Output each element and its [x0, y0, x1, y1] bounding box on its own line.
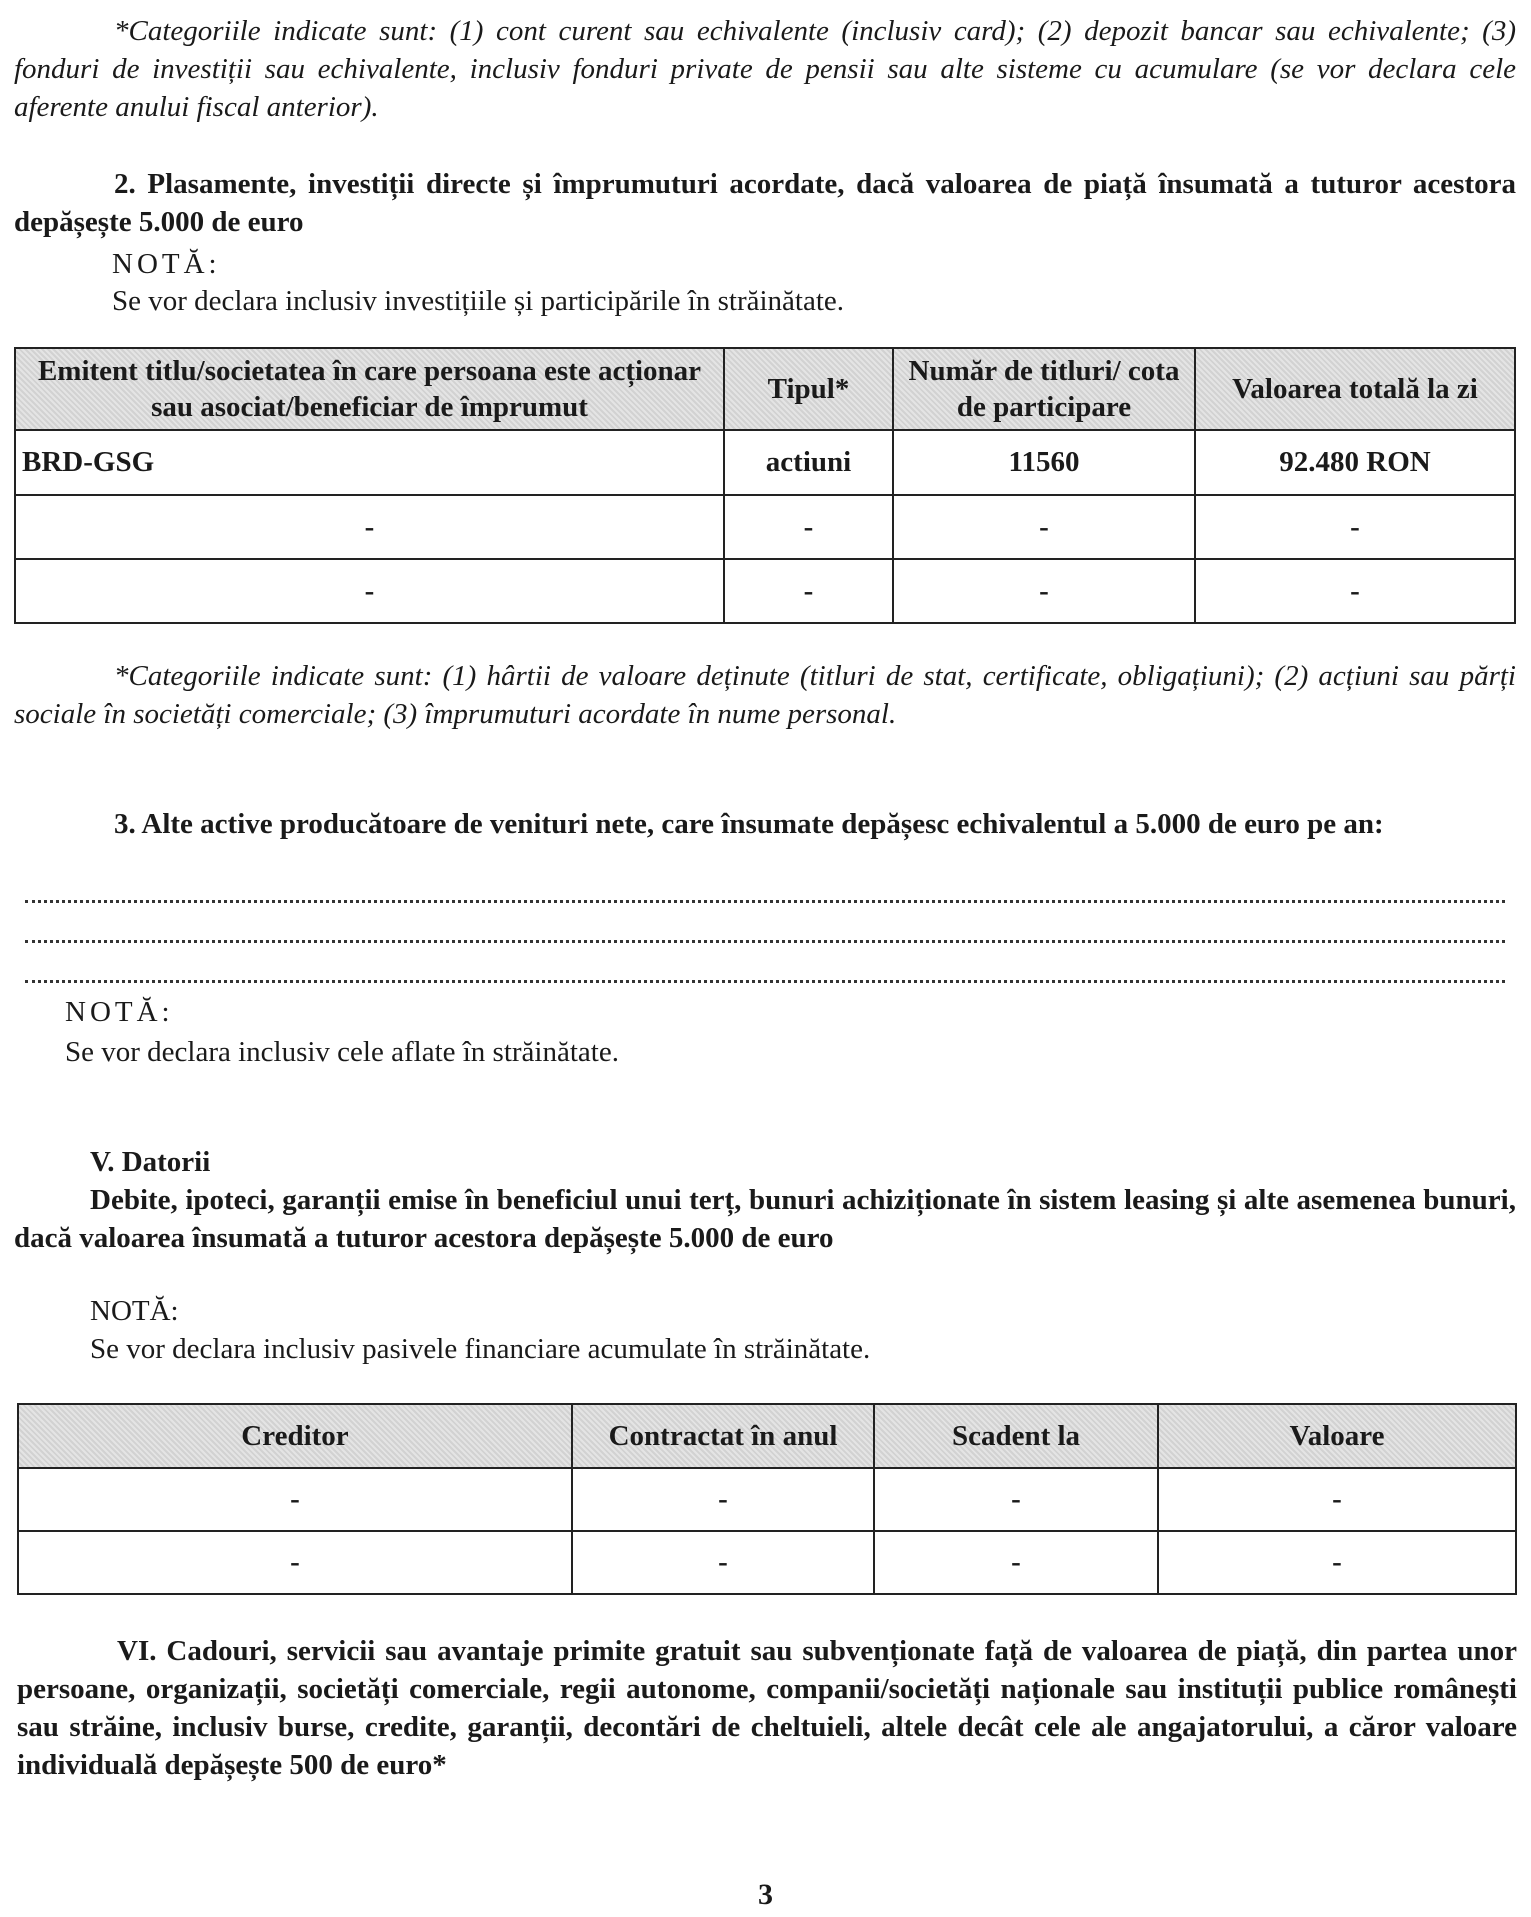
investment-count: - [893, 559, 1195, 623]
section-5-heading: V. Datorii [90, 1146, 211, 1178]
investment-value: 92.480 RON [1195, 430, 1515, 495]
section-3-nota-label: NOTĂ: [65, 996, 174, 1028]
debts-header-value: Valoare [1158, 1404, 1516, 1468]
fill-line [25, 936, 1505, 943]
section-3-title: 3. Alte active producătoare de venituri nete, care însumate depășesc echivalentul a 5.000 de euro pe an: [114, 808, 1384, 840]
table-row [15, 559, 1515, 623]
table-row [15, 495, 1515, 559]
investments-header-issuer: Emitent titlu/societatea în care persoana este acționar sau asociat/beneficiar de împrumut [15, 348, 724, 430]
table-row [15, 430, 1515, 495]
investments-header-value: Valoarea totală la zi [1195, 348, 1515, 430]
debt-value: - [1158, 1531, 1516, 1594]
section-3-nota-text: Se vor declara inclusiv cele aflate în străinătate. [65, 1036, 619, 1068]
debt-creditor: - [18, 1531, 572, 1594]
fill-line [25, 976, 1505, 983]
debt-value: - [1158, 1468, 1516, 1531]
debts-header-creditor: Creditor [18, 1404, 572, 1468]
debts-table [17, 1403, 1517, 1595]
investments-table [14, 347, 1516, 624]
section-2-nota-label: NOTĂ: [112, 248, 221, 280]
section-6-title: VI. Cadouri, servicii sau avantaje primite gratuit sau subvenționate față de valoarea de piață, din partea unor persoane, organizații, societăți comerciale, regii autonome, companii/societăți naționale sau instituții publice românești sau străine, inclusiv burse, credite, garanții, decontări de cheltuieli, altele decât cele ale angajatorului, a căror valoare individuală depășește 500 de euro* [17, 1635, 1517, 1781]
investment-issuer: BRD-GSG [15, 430, 724, 495]
table-row [18, 1468, 1516, 1531]
page-number: 3 [758, 1878, 773, 1911]
section-5-title: Debite, ipoteci, garanții emise în beneficiul unui terț, bunuri achiziționate în sistem leasing și alte asemenea bunuri, dacă valoarea însumată a tuturor acestora depășește 5.000 de euro [14, 1184, 1516, 1254]
debt-due: - [874, 1468, 1158, 1531]
footnote-deposit-categories: *Categoriile indicate sunt: (1) cont curent sau echivalente (inclusiv card); (2) depozit bancar sau echivalente; (3) fonduri de investiții sau echivalente, inclusiv fonduri private de pensii sau alte sisteme cu acumulare (se vor declara cele aferente anului fiscal anterior). [14, 15, 1516, 123]
investment-issuer: - [15, 495, 724, 559]
investment-count: 11560 [893, 430, 1195, 495]
footnote-investment-categories: *Categoriile indicate sunt: (1) hârtii de valoare deținute (titluri de stat, certificate, obligațiuni); (2) acțiuni sau părți sociale în societăți comerciale; (3) împrumuturi acordate în nume personal. [14, 660, 1516, 730]
section-2-title: 2. Plasamente, investiții directe și împrumuturi acordate, dacă valoarea de piață însumată a tuturor acestora depășește 5.000 de euro [14, 168, 1516, 238]
investments-header-count: Număr de titluri/ cota de participare [893, 348, 1195, 430]
debts-header-due: Scadent la [874, 1404, 1158, 1468]
section-2-nota-text: Se vor declara inclusiv investițiile și participările în străinătate. [112, 285, 845, 317]
investment-type: - [724, 559, 893, 623]
investment-value: - [1195, 559, 1515, 623]
debt-contracted: - [572, 1531, 874, 1594]
fill-line [25, 896, 1505, 903]
investment-type: actiuni [724, 430, 893, 495]
investment-count: - [893, 495, 1195, 559]
debt-creditor: - [18, 1468, 572, 1531]
investment-type: - [724, 495, 893, 559]
table-row [18, 1531, 1516, 1594]
section-5-nota-text: Se vor declara inclusiv pasivele financiare acumulate în străinătate. [90, 1333, 871, 1365]
debt-due: - [874, 1531, 1158, 1594]
investments-header-type: Tipul* [724, 348, 893, 430]
debts-header-contracted: Contractat în anul [572, 1404, 874, 1468]
investment-value: - [1195, 495, 1515, 559]
section-5-nota-label: NOTĂ: [90, 1295, 179, 1327]
debt-contracted: - [572, 1468, 874, 1531]
investment-issuer: - [15, 559, 724, 623]
